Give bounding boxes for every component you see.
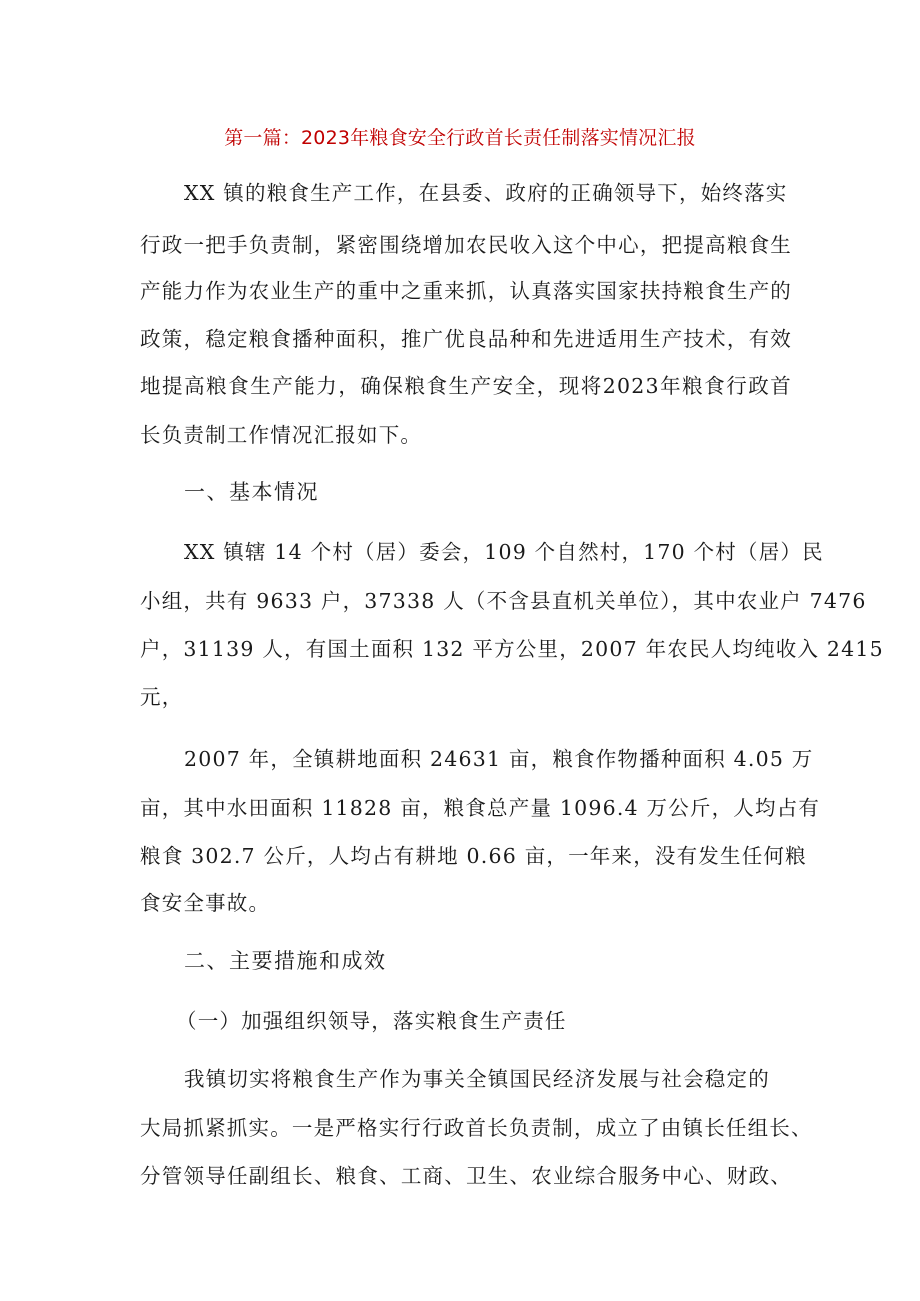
section-heading-measures: 二、主要措施和成效 bbox=[184, 949, 387, 973]
paragraph-4-line-1: 我镇切实将粮食生产作为事关全镇国民经济发展与社会稳定的 bbox=[184, 1067, 770, 1091]
paragraph-4-line-3: 分管领导任副组长、粮食、工商、卫生、农业综合服务中心、财政、 bbox=[140, 1164, 792, 1188]
paragraph-3-line-1: 2007 年，全镇耕地面积 24631 亩，粮食作物播种面积 4.05 万 bbox=[184, 747, 814, 771]
paragraph-1-line-4: 政策，稳定粮食播种面积，推广优良品种和先进适用生产技术，有效 bbox=[140, 327, 792, 351]
paragraph-1-line-3: 产能力作为农业生产的重中之重来抓，认真落实国家扶持粮食生产的 bbox=[140, 279, 792, 303]
paragraph-2-line-3: 户，31139 人，有国土面积 132 平方公里，2007 年农民人均纯收入 2415 bbox=[140, 637, 884, 661]
paragraph-2-line-1: XX 镇辖 14 个村（居）委会，109 个自然村，170 个村（居）民 bbox=[184, 540, 824, 564]
paragraph-1-line-1: XX 镇的粮食生产工作，在县委、政府的正确领导下，始终落实 bbox=[184, 181, 788, 205]
paragraph-1-line-6: 长负责制工作情况汇报如下。 bbox=[140, 423, 423, 447]
paragraph-3-line-2: 亩，其中水田面积 11828 亩，粮食总产量 1096.4 万公斤，人均占有 bbox=[140, 796, 821, 820]
paragraph-4-line-2: 大局抓紧抓实。一是严格实行行政首长负责制，成立了由镇长任组长、 bbox=[140, 1116, 813, 1140]
paragraph-1-line-5: 地提高粮食生产能力，确保粮食生产安全，现将2023年粮食行政首 bbox=[140, 374, 792, 398]
document-title: 第一篇：2023年粮食安全行政首长责任制落实情况汇报 bbox=[224, 127, 696, 149]
paragraph-3-line-4: 食安全事故。 bbox=[140, 891, 271, 915]
paragraph-3-line-3: 粮食 302.7 公斤，人均占有耕地 0.66 亩，一年来，没有发生任何粮 bbox=[140, 844, 807, 868]
subsection-heading: （一）加强组织领导，落实粮食生产责任 bbox=[176, 1009, 567, 1033]
paragraph-1-line-2: 行政一把手负责制，紧密围绕增加农民收入这个中心，把提高粮食生 bbox=[140, 233, 792, 257]
paragraph-2-line-4: 元， bbox=[140, 685, 184, 709]
section-heading-basic: 一、基本情况 bbox=[184, 480, 319, 504]
paragraph-2-line-2: 小组，共有 9633 户，37338 人（不含县直机关单位），其中农业户 7476 bbox=[140, 589, 867, 613]
